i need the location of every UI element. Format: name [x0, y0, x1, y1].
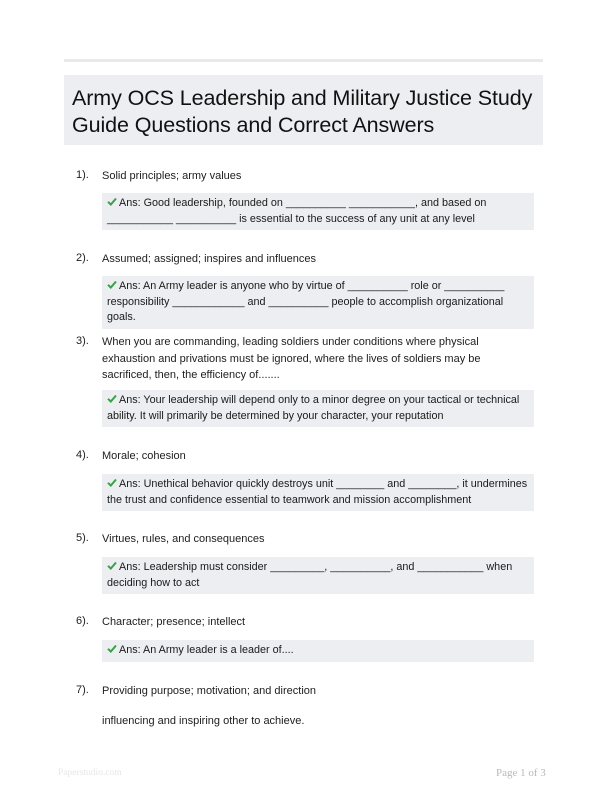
check-icon [107, 561, 117, 570]
question-number: 5). [76, 532, 89, 544]
answer-text: Ans: Your leadership will depend only to a minor degree on your tactical or technical ability. It will primarily be determined by your character, your reputation [107, 394, 520, 422]
question-number: 6). [76, 615, 89, 627]
question-number: 3). [76, 335, 89, 347]
check-icon [107, 280, 117, 289]
question-number: 7). [76, 684, 89, 696]
check-icon [107, 394, 117, 403]
question-number: 1). [76, 169, 89, 181]
question-text: Character; presence; intellect [102, 616, 246, 628]
answer-text: Ans: Unethical behavior quickly destroys unit ________ and ________, it undermines the trust and confidence essential to teamwork and mission accomplishment [107, 478, 528, 506]
question-text: Solid principles; army values [102, 170, 242, 182]
answer-box [102, 557, 534, 594]
page-title: Army OCS Leadership and Military Justice Study Guide Questions and Correct Answers [72, 86, 533, 137]
answer-box [102, 640, 534, 662]
question-number: 2). [76, 252, 89, 264]
title-banner [64, 75, 543, 145]
check-icon [107, 478, 117, 487]
check-icon [107, 644, 117, 653]
footer-site-watermark: Paperstudio.com [58, 768, 122, 778]
answer-text: influencing and inspiring other to achieve. [102, 715, 305, 727]
answer-box [102, 390, 534, 427]
answer-box [102, 193, 534, 230]
answer-box [102, 474, 534, 511]
question-text: Morale; cohesion [102, 450, 186, 462]
answer-text: Ans: An Army leader is anyone who by virtue of __________ role or __________ responsibility ____________ and __________ people to accomplish organizational goals. [107, 280, 505, 323]
question-number: 4). [76, 449, 89, 461]
question-text: Providing purpose; motivation; and direction [102, 685, 317, 697]
check-icon [107, 197, 117, 206]
question-text: Assumed; assigned; inspires and influences [102, 253, 317, 265]
answer-text: Ans: An Army leader is a leader of.... [119, 644, 294, 656]
answer-text: Ans: Good leadership, founded on __________ ___________, and based on ___________ __________ is essential to the success of any unit at any level [107, 197, 487, 225]
answer-text: Ans: Leadership must consider _________, __________, and ___________ when deciding how to act [107, 561, 513, 589]
top-divider [64, 59, 543, 62]
question-text: Virtues, rules, and consequences [102, 533, 265, 545]
question-text: When you are commanding, leading soldiers under conditions where physical exhaustion and privations must be ignored, where the lives of soldiers may be sacrificed, then, the efficiency of....... [102, 336, 481, 381]
page-indicator: Page 1 of 3 [496, 767, 546, 779]
answer-box [102, 276, 534, 329]
